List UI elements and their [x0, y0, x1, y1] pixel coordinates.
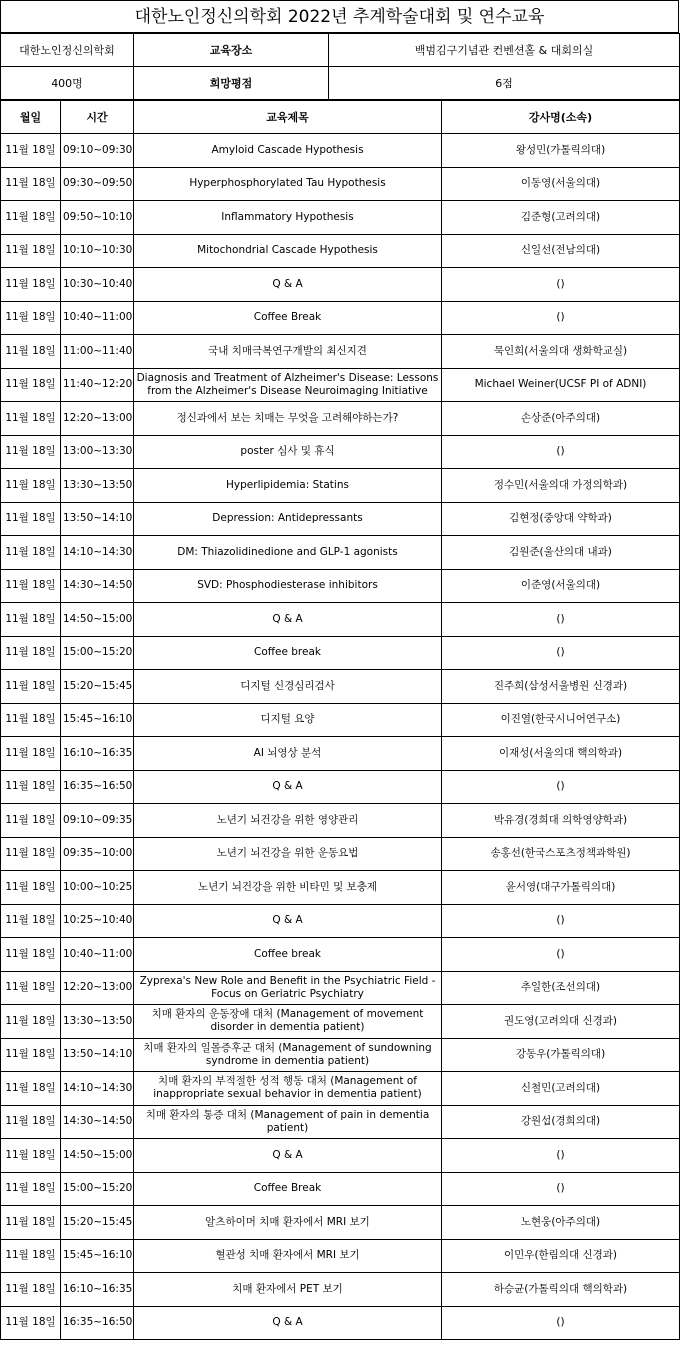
credit-value: 6점 [329, 67, 680, 100]
table-row [1, 1239, 680, 1273]
venue-value: 백범김구기념관 컨벤션홀 & 대회의실 [329, 34, 680, 67]
session-speaker: 추일한(조선의대) [442, 971, 680, 1005]
session-time: 13:00~13:30 [61, 435, 134, 469]
session-speaker: 송홍선(한국스포츠정책과학원) [442, 837, 680, 871]
table-row [1, 201, 680, 235]
session-speaker: 노현웅(아주의대) [442, 1206, 680, 1240]
session-time: 10:25~10:40 [61, 904, 134, 938]
session-time: 15:00~15:20 [61, 636, 134, 670]
session-time: 13:50~14:10 [61, 502, 134, 536]
session-time: 11:40~12:20 [61, 368, 134, 402]
session-speaker: () [442, 435, 680, 469]
session-time: 10:40~11:00 [61, 938, 134, 972]
session-date: 11월 18일 [1, 871, 61, 905]
session-date: 11월 18일 [1, 971, 61, 1005]
session-speaker: 강동우(가톨릭의대) [442, 1038, 680, 1072]
session-date: 11월 18일 [1, 904, 61, 938]
table-row [1, 1206, 680, 1240]
session-title: SVD: Phosphodiesterase inhibitors [134, 569, 442, 603]
capacity-cell: 400명 [1, 67, 134, 100]
schedule-table [0, 100, 680, 1340]
session-speaker: 김현정(중앙대 약학과) [442, 502, 680, 536]
session-speaker: () [442, 904, 680, 938]
session-date: 11월 18일 [1, 268, 61, 302]
session-time: 13:50~14:10 [61, 1038, 134, 1072]
table-row [1, 1273, 680, 1307]
table-row [1, 502, 680, 536]
session-speaker: () [442, 770, 680, 804]
session-date: 11월 18일 [1, 1072, 61, 1106]
session-speaker: 이준영(서울의대) [442, 569, 680, 603]
session-date: 11월 18일 [1, 1005, 61, 1039]
session-time: 10:00~10:25 [61, 871, 134, 905]
info-table [0, 33, 680, 100]
session-speaker: 윤서영(대구가톨릭의대) [442, 871, 680, 905]
page-title: 대한노인정신의학회 2022년 추계학술대회 및 연수교육 [0, 0, 679, 33]
session-time: 10:30~10:40 [61, 268, 134, 302]
session-title: 혈관성 치매 환자에서 MRI 보기 [134, 1239, 442, 1273]
table-row [1, 435, 680, 469]
session-time: 14:30~14:50 [61, 1105, 134, 1139]
session-title: 노년기 뇌건강을 위한 영양관리 [134, 804, 442, 838]
session-title: Coffee Break [134, 301, 442, 335]
session-time: 09:35~10:00 [61, 837, 134, 871]
session-date: 11월 18일 [1, 1172, 61, 1206]
table-row [1, 234, 680, 268]
session-date: 11월 18일 [1, 435, 61, 469]
table-row [1, 1038, 680, 1072]
session-speaker: 묵인희(서울의대 생화학교실) [442, 335, 680, 369]
session-date: 11월 18일 [1, 1239, 61, 1273]
session-title: Q & A [134, 603, 442, 637]
table-row [1, 1005, 680, 1039]
session-time: 13:30~13:50 [61, 1005, 134, 1039]
session-title: Coffee Break [134, 1172, 442, 1206]
table-row [1, 536, 680, 570]
table-row [1, 469, 680, 503]
table-row [1, 804, 680, 838]
table-row [1, 402, 680, 436]
session-title: 치매 환자의 통증 대처 (Management of pain in dementia patient) [134, 1105, 442, 1139]
session-date: 11월 18일 [1, 502, 61, 536]
session-date: 11월 18일 [1, 1306, 61, 1340]
session-title: Amyloid Cascade Hypothesis [134, 134, 442, 168]
session-speaker: () [442, 301, 680, 335]
session-title: 치매 환자의 일몰증후군 대처 (Management of sundowning syndrome in dementia patient) [134, 1038, 442, 1072]
session-date: 11월 18일 [1, 1038, 61, 1072]
session-time: 15:20~15:45 [61, 670, 134, 704]
session-title: Q & A [134, 268, 442, 302]
table-row [1, 1306, 680, 1340]
session-date: 11월 18일 [1, 670, 61, 704]
session-date: 11월 18일 [1, 569, 61, 603]
session-speaker: Michael Weiner(UCSF PI of ADNI) [442, 368, 680, 402]
session-time: 16:35~16:50 [61, 770, 134, 804]
session-title: Q & A [134, 1306, 442, 1340]
session-title: Hyperlipidemia: Statins [134, 469, 442, 503]
session-speaker: () [442, 1139, 680, 1173]
session-time: 09:10~09:35 [61, 804, 134, 838]
session-speaker: 권도영(고려의대 신경과) [442, 1005, 680, 1039]
session-title: 알츠하이머 치매 환자에서 MRI 보기 [134, 1206, 442, 1240]
session-date: 11월 18일 [1, 737, 61, 771]
table-row [1, 1139, 680, 1173]
session-title: 디지털 요양 [134, 703, 442, 737]
session-date: 11월 18일 [1, 1273, 61, 1307]
session-title: Coffee break [134, 938, 442, 972]
table-row [1, 1105, 680, 1139]
organizer-cell: 대한노인정신의학회 [1, 34, 134, 67]
session-speaker: 김준형(고려의대) [442, 201, 680, 235]
table-row [1, 636, 680, 670]
session-speaker: 이재성(서울의대 핵의학과) [442, 737, 680, 771]
table-row [1, 134, 680, 168]
session-date: 11월 18일 [1, 603, 61, 637]
session-time: 14:10~14:30 [61, 1072, 134, 1106]
session-time: 09:10~09:30 [61, 134, 134, 168]
column-header-title: 교육제목 [134, 101, 442, 134]
session-title: 국내 치매극복연구개발의 최신지견 [134, 335, 442, 369]
session-speaker: 신일선(전남의대) [442, 234, 680, 268]
session-time: 09:50~10:10 [61, 201, 134, 235]
session-date: 11월 18일 [1, 335, 61, 369]
session-time: 09:30~09:50 [61, 167, 134, 201]
table-row [1, 368, 680, 402]
session-title: Hyperphosphorylated Tau Hypothesis [134, 167, 442, 201]
session-speaker: () [442, 1172, 680, 1206]
table-row [1, 871, 680, 905]
session-time: 16:10~16:35 [61, 1273, 134, 1307]
session-speaker: 박유경(경희대 의학영양학과) [442, 804, 680, 838]
session-date: 11월 18일 [1, 134, 61, 168]
session-speaker: () [442, 1306, 680, 1340]
table-row [1, 167, 680, 201]
session-speaker: () [442, 636, 680, 670]
session-date: 11월 18일 [1, 837, 61, 871]
session-title: Inflammatory Hypothesis [134, 201, 442, 235]
session-speaker: 강원섭(경희의대) [442, 1105, 680, 1139]
session-title: poster 심사 및 휴식 [134, 435, 442, 469]
session-date: 11월 18일 [1, 636, 61, 670]
session-time: 10:40~11:00 [61, 301, 134, 335]
session-time: 16:10~16:35 [61, 737, 134, 771]
column-header-time: 시간 [61, 101, 134, 134]
column-header-date: 월일 [1, 101, 61, 134]
session-speaker: 진주희(삼성서울병원 신경과) [442, 670, 680, 704]
session-date: 11월 18일 [1, 1139, 61, 1173]
table-row [1, 770, 680, 804]
table-row [1, 938, 680, 972]
session-date: 11월 18일 [1, 703, 61, 737]
session-time: 15:45~16:10 [61, 1239, 134, 1273]
table-header-row [1, 101, 680, 134]
session-date: 11월 18일 [1, 536, 61, 570]
session-date: 11월 18일 [1, 234, 61, 268]
session-date: 11월 18일 [1, 1206, 61, 1240]
session-time: 15:45~16:10 [61, 703, 134, 737]
table-row [1, 703, 680, 737]
session-time: 11:00~11:40 [61, 335, 134, 369]
session-title: Zyprexa's New Role and Benefit in the Psychiatric Field - Focus on Geriatric Psychiatry [134, 971, 442, 1005]
session-title: 정신과에서 보는 치매는 무엇을 고려해야하는가? [134, 402, 442, 436]
session-speaker: () [442, 268, 680, 302]
session-title: Coffee break [134, 636, 442, 670]
table-row [1, 904, 680, 938]
session-title: Q & A [134, 1139, 442, 1173]
table-row [1, 335, 680, 369]
session-time: 12:20~13:00 [61, 971, 134, 1005]
table-row [1, 1172, 680, 1206]
table-row [1, 301, 680, 335]
session-time: 15:20~15:45 [61, 1206, 134, 1240]
session-speaker: 하승균(가톨릭의대 핵의학과) [442, 1273, 680, 1307]
session-time: 14:50~15:00 [61, 603, 134, 637]
session-title: 치매 환자의 부적절한 성적 행동 대처 (Management of inappropriate sexual behavior in dementia patient) [134, 1072, 442, 1106]
table-row [1, 603, 680, 637]
session-speaker: 정수민(서울의대 가정의학과) [442, 469, 680, 503]
table-row [1, 971, 680, 1005]
credit-label: 희망평점 [134, 67, 329, 100]
table-row [1, 1072, 680, 1106]
table-row [1, 837, 680, 871]
session-time: 14:30~14:50 [61, 569, 134, 603]
session-title: AI 뇌영상 분석 [134, 737, 442, 771]
session-speaker: 신철민(고려의대) [442, 1072, 680, 1106]
session-date: 11월 18일 [1, 301, 61, 335]
info-row-venue [1, 34, 680, 67]
session-date: 11월 18일 [1, 938, 61, 972]
column-header-speaker: 강사명(소속) [442, 101, 680, 134]
table-row [1, 737, 680, 771]
session-time: 14:10~14:30 [61, 536, 134, 570]
session-title: Q & A [134, 904, 442, 938]
session-time: 12:20~13:00 [61, 402, 134, 436]
session-title: 디지털 신경심리검사 [134, 670, 442, 704]
session-date: 11월 18일 [1, 1105, 61, 1139]
session-title: 치매 환자에서 PET 보기 [134, 1273, 442, 1307]
session-date: 11월 18일 [1, 368, 61, 402]
session-date: 11월 18일 [1, 402, 61, 436]
session-time: 10:10~10:30 [61, 234, 134, 268]
session-speaker: 이민우(한림의대 신경과) [442, 1239, 680, 1273]
session-title: Mitochondrial Cascade Hypothesis [134, 234, 442, 268]
session-date: 11월 18일 [1, 167, 61, 201]
table-row [1, 569, 680, 603]
session-date: 11월 18일 [1, 804, 61, 838]
session-time: 16:35~16:50 [61, 1306, 134, 1340]
session-date: 11월 18일 [1, 770, 61, 804]
session-time: 15:00~15:20 [61, 1172, 134, 1206]
info-row-credit [1, 67, 680, 100]
session-list [1, 134, 680, 1340]
table-row [1, 670, 680, 704]
session-date: 11월 18일 [1, 469, 61, 503]
session-speaker: 김원준(울산의대 내과) [442, 536, 680, 570]
session-speaker: () [442, 603, 680, 637]
table-row [1, 268, 680, 302]
session-title: Depression: Antidepressants [134, 502, 442, 536]
session-speaker: 이동영(서울의대) [442, 167, 680, 201]
session-speaker: 이진열(한국시니어연구소) [442, 703, 680, 737]
session-title: Q & A [134, 770, 442, 804]
session-title: Diagnosis and Treatment of Alzheimer's Disease: Lessons from the Alzheimer's Disease Neuroimaging Initiative [134, 368, 442, 402]
venue-label: 교육장소 [134, 34, 329, 67]
session-speaker: 왕성민(가톨릭의대) [442, 134, 680, 168]
session-title: 노년기 뇌건강을 위한 운동요법 [134, 837, 442, 871]
session-date: 11월 18일 [1, 201, 61, 235]
session-time: 13:30~13:50 [61, 469, 134, 503]
session-speaker: () [442, 938, 680, 972]
session-title: DM: Thiazolidinedione and GLP-1 agonists [134, 536, 442, 570]
session-title: 노년기 뇌건강을 위한 비타민 및 보충제 [134, 871, 442, 905]
session-title: 치매 환자의 운동장애 대처 (Management of movement disorder in dementia patient) [134, 1005, 442, 1039]
session-speaker: 손상준(아주의대) [442, 402, 680, 436]
session-time: 14:50~15:00 [61, 1139, 134, 1173]
